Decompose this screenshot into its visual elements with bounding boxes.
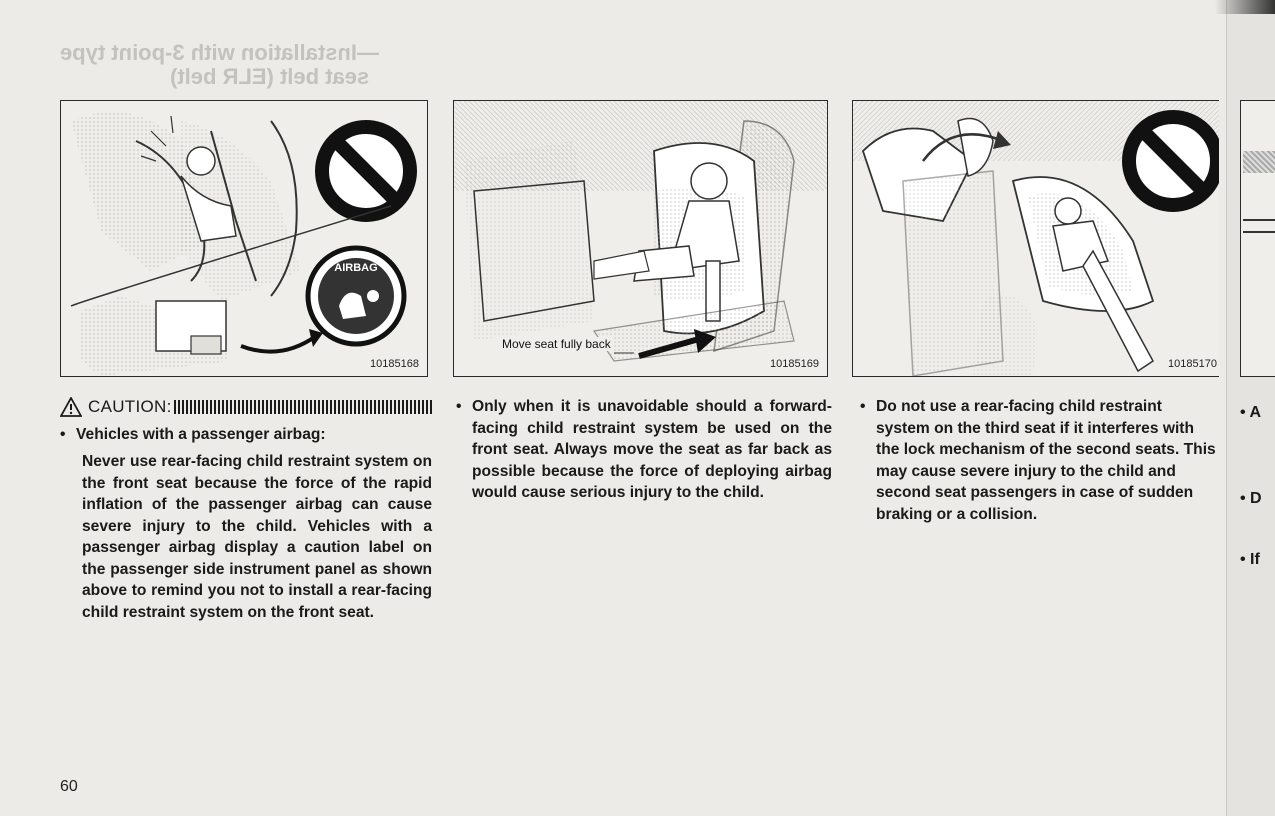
bleed-through-heading: —Installation with 3-point type [60, 40, 379, 65]
caution-label: CAUTION: [88, 397, 172, 416]
prohibition-icon [322, 127, 410, 215]
svg-text:AIRBAG: AIRBAG [334, 262, 378, 274]
caution-bullet-text: Vehicles with a passenger airbag: [76, 425, 326, 443]
figure-callout: Move seat fully back [502, 337, 611, 351]
next-page-item-3: • If [1240, 551, 1260, 568]
forward-facing-bullet [456, 396, 832, 504]
figure-forward-facing-illustration [454, 101, 827, 376]
third-seat-column [860, 396, 1220, 525]
page-shadow [1215, 0, 1275, 14]
caution-body: Never use rear-facing child restraint system on the front seat because the force of the rapid inflation of the passenger airbag can cause severe injury to the child. Vehicles with a passenger airbag display a caution label on the passenger side instrument panel as shown above to remind you not to install a rear-facing child restraint system on the front seat. [82, 453, 432, 621]
caution-rule [174, 400, 432, 414]
figure-number: 10185168 [370, 358, 419, 370]
bullet-icon: • [860, 398, 866, 415]
caution-column [60, 396, 432, 623]
figure-airbag-illustration [61, 101, 427, 376]
figure-third-seat-illustration [853, 101, 1219, 376]
bleed-through-heading-2: seat belt (ELR belt) [170, 64, 370, 89]
next-page-item-2: • D [1240, 489, 1262, 507]
forward-facing-text: Only when it is unavoidable should a forward-facing child restraint system be used on the front seat. Always move the seat as far back as possible because the force of deploying airbag would cause serious injury to the child. [472, 398, 832, 501]
third-seat-text: Do not use a rear-facing child restraint system on the third seat if it interferes with the lock mechanism of the second seats. This may cause severe injury to the child and second seat passengers in case of sudden braking or a collision. [876, 398, 1216, 523]
warning-triangle-icon [60, 397, 82, 417]
caution-heading [60, 396, 432, 418]
third-seat-bullet [860, 396, 1220, 525]
bullet-icon: • [60, 425, 66, 443]
airbag-label-icon [308, 248, 404, 344]
figure-number: 10185169 [770, 358, 819, 370]
caution-bullet [60, 424, 432, 446]
figure-next-page-partial [1240, 100, 1275, 377]
figure-number: 10185170 [1168, 358, 1217, 370]
next-page-column [1240, 396, 1275, 571]
figure-forward-facing-seat [453, 100, 828, 377]
bullet-icon: • [456, 398, 462, 415]
figure-airbag-warning [60, 100, 428, 377]
prohibition-icon [1129, 117, 1217, 205]
next-page-item-1: • A [1240, 404, 1262, 421]
page-number: 60 [60, 778, 78, 795]
figure-third-seat [852, 100, 1219, 377]
forward-facing-column [456, 396, 832, 504]
